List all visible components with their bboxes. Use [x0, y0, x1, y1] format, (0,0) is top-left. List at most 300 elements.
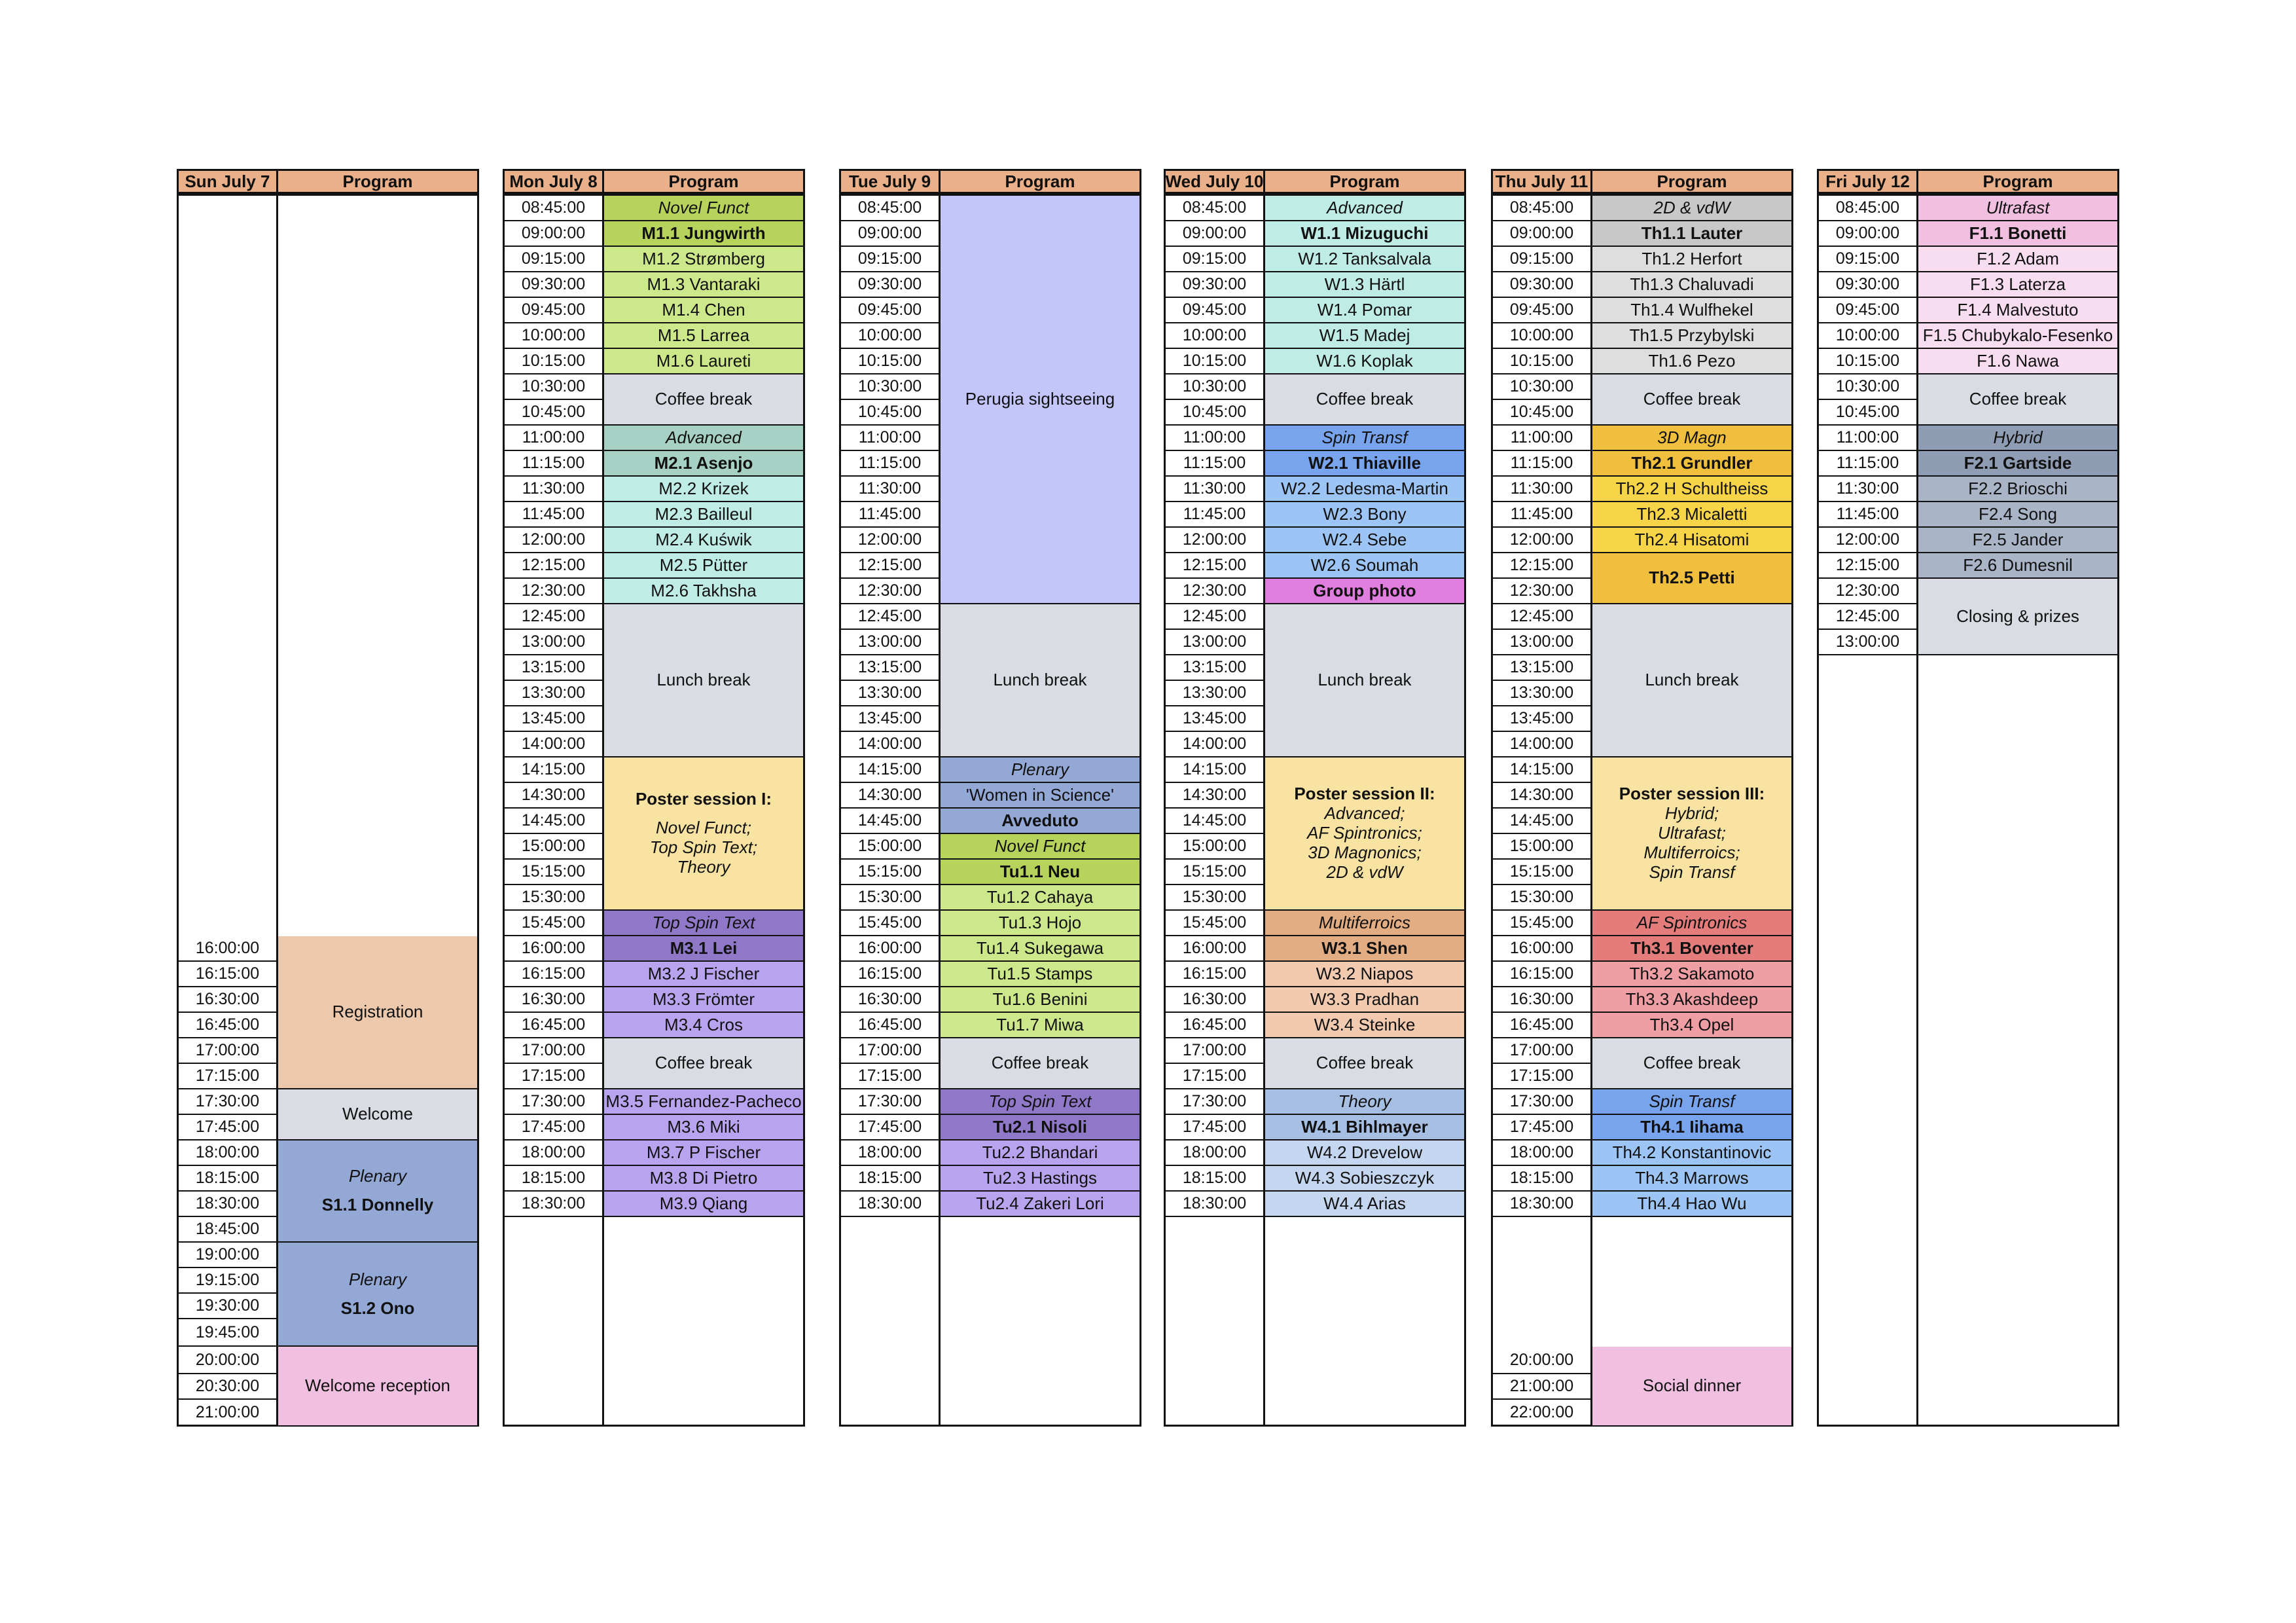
program-text: W3.3 Pradhan	[1310, 989, 1420, 1009]
time-cell: 18:30:00	[505, 1192, 602, 1217]
program-block	[604, 221, 803, 247]
program-block	[941, 1013, 1139, 1038]
time-cell: 13:00:00	[1166, 630, 1263, 655]
program-text: Tu2.4 Zakeri Lori	[976, 1193, 1104, 1213]
time-cell: 11:15:00	[1819, 451, 1916, 477]
program-block	[941, 834, 1139, 860]
time-cell: 11:15:00	[1166, 451, 1263, 477]
program-text: Plenary	[348, 1269, 407, 1289]
time-cell: 11:45:00	[505, 502, 602, 528]
time-cell: 10:45:00	[841, 400, 939, 426]
program-text: Th3.2 Sakamoto	[1629, 963, 1755, 983]
program-block	[278, 936, 477, 1089]
program-block	[1265, 1115, 1464, 1140]
program-block	[1265, 528, 1464, 553]
time-cell: 13:00:00	[1493, 630, 1590, 655]
time-cell: 10:00:00	[1819, 323, 1916, 349]
program-block	[1592, 477, 1791, 502]
time-cell: 18:30:00	[179, 1192, 276, 1217]
program-text: Perugia sightseeing	[965, 389, 1115, 409]
program-block	[1592, 1166, 1791, 1192]
time-cell: 17:15:00	[841, 1064, 939, 1089]
time-cell: 22:00:00	[1493, 1400, 1590, 1427]
program-block	[1265, 298, 1464, 323]
program-text: M2.2 Krizek	[658, 478, 749, 498]
program-block	[604, 298, 803, 323]
program-text: 2D & vdW	[1326, 862, 1403, 882]
program-text: S1.1 Donnelly	[321, 1195, 434, 1214]
program-block	[604, 579, 803, 604]
program-header: Program	[602, 169, 805, 194]
program-text: M3.5 Fernandez-Pacheco	[605, 1091, 802, 1111]
program-block	[1918, 477, 2117, 502]
day-header: Thu July 11	[1491, 169, 1592, 194]
program-text: Tu1.5 Stamps	[987, 963, 1093, 983]
time-cell: 09:00:00	[1819, 221, 1916, 247]
time-cell: 12:00:00	[505, 528, 602, 553]
time-cell: 14:45:00	[505, 809, 602, 834]
program-text: Multiferroics	[1318, 912, 1411, 932]
time-cell: 14:15:00	[1493, 757, 1590, 783]
time-cell: 15:30:00	[1166, 885, 1263, 911]
program-block	[1592, 528, 1791, 553]
time-cell: 13:45:00	[841, 706, 939, 732]
program-block	[941, 809, 1139, 834]
time-cell: 20:00:00	[1493, 1347, 1590, 1374]
time-cell: 12:15:00	[505, 553, 602, 579]
program-text: Th3.3 Akashdeep	[1625, 989, 1759, 1009]
program-text: W2.1 Thiaville	[1308, 452, 1421, 473]
program-text: F2.1 Gartside	[1964, 452, 2072, 473]
time-cell: 18:45:00	[179, 1217, 276, 1243]
program-text: Tu2.1 Nisoli	[993, 1116, 1087, 1137]
program-column	[1918, 194, 2119, 1427]
program-block	[1918, 323, 2117, 349]
time-cell: 11:00:00	[505, 426, 602, 451]
program-text: Tu1.6 Benini	[992, 989, 1088, 1009]
program-text: Top Spin Text	[652, 912, 755, 932]
time-cell: 13:00:00	[1819, 630, 1916, 655]
time-cell: 10:15:00	[841, 349, 939, 374]
program-text: W4.2 Drevelow	[1306, 1142, 1423, 1162]
time-cell: 16:00:00	[505, 936, 602, 962]
time-cell: 16:15:00	[841, 962, 939, 987]
program-block	[1265, 604, 1464, 757]
program-text: Plenary	[348, 1166, 407, 1186]
time-cell: 15:15:00	[505, 860, 602, 885]
program-text: Coffee break	[1643, 1053, 1741, 1073]
program-block	[604, 1166, 803, 1192]
program-text: W3.1 Shen	[1321, 938, 1408, 958]
program-block	[1265, 579, 1464, 604]
program-block	[604, 528, 803, 553]
time-cell: 12:30:00	[505, 579, 602, 604]
time-cell: 15:15:00	[841, 860, 939, 885]
time-cell: 17:30:00	[1493, 1089, 1590, 1115]
time-cell: 14:00:00	[841, 732, 939, 757]
program-block	[1592, 247, 1791, 272]
program-text: F2.2 Brioschi	[1968, 478, 2068, 498]
time-cell: 10:00:00	[505, 323, 602, 349]
program-text: Th1.6 Pezo	[1648, 350, 1736, 371]
program-text: M3.7 P Fischer	[646, 1142, 761, 1162]
time-cell: 13:15:00	[1493, 655, 1590, 681]
program-block	[604, 374, 803, 426]
program-block	[1592, 502, 1791, 528]
program-text: Hybrid	[1993, 427, 2043, 447]
time-cell: 14:45:00	[1493, 809, 1590, 834]
time-cell: 11:00:00	[1819, 426, 1916, 451]
time-column	[1491, 194, 1592, 1427]
program-block	[1592, 553, 1791, 604]
time-cell: 12:00:00	[1819, 528, 1916, 553]
program-text: Theory	[677, 856, 730, 877]
program-text: F1.2 Adam	[1977, 248, 2059, 268]
program-text: M3.2 J Fischer	[647, 963, 760, 983]
program-block	[1592, 962, 1791, 987]
program-block	[1265, 1166, 1464, 1192]
time-cell: 09:30:00	[505, 272, 602, 298]
program-text: Th2.5 Petti	[1649, 568, 1735, 588]
time-cell: 18:00:00	[1166, 1140, 1263, 1166]
program-text: Novel Funct	[994, 835, 1086, 856]
program-block	[604, 936, 803, 962]
time-cell: 10:00:00	[1493, 323, 1590, 349]
program-block	[1918, 247, 2117, 272]
program-block	[1592, 1089, 1791, 1115]
time-cell: 10:45:00	[1819, 400, 1916, 426]
program-block	[941, 604, 1139, 757]
time-cell: 13:00:00	[505, 630, 602, 655]
time-cell: 12:15:00	[1493, 553, 1590, 579]
time-cell: 18:15:00	[1493, 1166, 1590, 1192]
program-header: Program	[939, 169, 1141, 194]
time-cell: 17:15:00	[1493, 1064, 1590, 1089]
program-text: Th2.3 Micaletti	[1636, 503, 1748, 524]
program-text: Th1.1 Lauter	[1641, 223, 1743, 243]
program-block	[604, 1192, 803, 1217]
program-text: Novel Funct;	[656, 818, 751, 838]
time-cell: 21:00:00	[179, 1400, 276, 1427]
time-cell: 08:45:00	[1493, 196, 1590, 221]
program-block	[1918, 426, 2117, 451]
program-text: Lunch break	[1318, 670, 1412, 690]
program-block	[1592, 911, 1791, 936]
program-text: Lunch break	[1645, 670, 1739, 690]
program-text: M1.6 Laureti	[656, 350, 751, 371]
time-cell: 09:45:00	[1166, 298, 1263, 323]
program-text: Advanced	[666, 427, 742, 447]
program-block	[1592, 1013, 1791, 1038]
time-cell: 12:15:00	[1819, 553, 1916, 579]
program-block	[1592, 936, 1791, 962]
program-block	[1265, 1013, 1464, 1038]
program-text: M3.9 Qiang	[659, 1193, 748, 1213]
program-block	[1592, 987, 1791, 1013]
program-block	[1265, 757, 1464, 911]
time-cell: 16:00:00	[1166, 936, 1263, 962]
program-block	[604, 1013, 803, 1038]
program-block	[1918, 374, 2117, 426]
time-cell: 15:45:00	[841, 911, 939, 936]
time-cell: 16:15:00	[1166, 962, 1263, 987]
program-block	[604, 553, 803, 579]
program-text: Advanced;	[1324, 803, 1405, 824]
time-cell: 09:00:00	[505, 221, 602, 247]
time-cell: 15:00:00	[1166, 834, 1263, 860]
program-block	[1265, 1140, 1464, 1166]
program-block	[1265, 962, 1464, 987]
program-block	[1918, 349, 2117, 374]
time-cell: 14:00:00	[1166, 732, 1263, 757]
program-text: Avveduto	[1001, 810, 1079, 830]
program-header: Program	[1916, 169, 2119, 194]
time-cell: 18:15:00	[1166, 1166, 1263, 1192]
time-cell: 17:45:00	[1166, 1115, 1263, 1140]
time-cell: 10:45:00	[505, 400, 602, 426]
program-block	[1265, 272, 1464, 298]
time-cell: 15:15:00	[1166, 860, 1263, 885]
program-text: F1.4 Malvestuto	[1957, 299, 2079, 319]
program-text: M3.4 Cros	[664, 1014, 743, 1034]
time-cell: 16:45:00	[1493, 1013, 1590, 1038]
time-cell: 10:30:00	[1166, 374, 1263, 400]
program-block	[1265, 1089, 1464, 1115]
program-text: Th1.3 Chaluvadi	[1630, 274, 1754, 294]
time-cell: 08:45:00	[1819, 196, 1916, 221]
time-cell: 09:15:00	[1819, 247, 1916, 272]
program-block	[278, 1243, 477, 1347]
time-cell: 11:45:00	[1166, 502, 1263, 528]
program-text: Poster session II:	[1294, 784, 1435, 804]
time-cell: 16:45:00	[1166, 1013, 1263, 1038]
time-cell: 10:45:00	[1493, 400, 1590, 426]
time-cell: 09:45:00	[1819, 298, 1916, 323]
time-cell: 12:30:00	[841, 579, 939, 604]
program-block	[1592, 1347, 1791, 1427]
program-block	[604, 196, 803, 221]
program-block	[941, 962, 1139, 987]
program-block	[1918, 528, 2117, 553]
time-cell: 16:00:00	[841, 936, 939, 962]
program-block	[604, 247, 803, 272]
program-text: M3.8 Di Pietro	[649, 1167, 758, 1188]
time-cell: 09:45:00	[1493, 298, 1590, 323]
program-block	[1592, 604, 1791, 757]
program-text: Welcome	[342, 1104, 413, 1124]
program-block	[1592, 1140, 1791, 1166]
time-cell: 09:45:00	[505, 298, 602, 323]
program-text: W1.4 Pomar	[1317, 299, 1412, 319]
program-text: M2.5 Pütter	[659, 555, 748, 575]
program-text: Coffee break	[1643, 389, 1741, 409]
time-cell: 20:00:00	[179, 1347, 276, 1374]
program-block	[941, 1166, 1139, 1192]
program-text: 3D Magnonics;	[1308, 842, 1422, 862]
time-cell: 14:30:00	[505, 783, 602, 809]
time-cell: 17:30:00	[179, 1089, 276, 1115]
time-cell: 10:30:00	[1493, 374, 1590, 400]
time-cell: 21:00:00	[1493, 1374, 1590, 1400]
program-block	[941, 987, 1139, 1013]
time-cell: 16:15:00	[1493, 962, 1590, 987]
time-cell: 17:30:00	[505, 1089, 602, 1115]
program-text: Tu1.3 Hojo	[998, 912, 1082, 932]
program-text: 'Women in Science'	[965, 784, 1115, 805]
time-cell: 17:00:00	[1166, 1038, 1263, 1064]
program-text: W2.2 Ledesma-Martin	[1281, 478, 1448, 498]
program-block	[1592, 426, 1791, 451]
program-text: Th4.2 Konstantinovic	[1612, 1142, 1772, 1162]
program-text: Ultrafast	[1986, 197, 2050, 217]
program-text: Th1.2 Herfort	[1641, 248, 1742, 268]
program-block	[941, 783, 1139, 809]
program-block	[604, 1089, 803, 1115]
time-cell: 11:45:00	[1493, 502, 1590, 528]
program-text: W1.6 Koplak	[1316, 350, 1413, 371]
time-cell: 15:00:00	[505, 834, 602, 860]
program-text: W1.1 Mizuguchi	[1300, 223, 1429, 243]
time-cell: 11:00:00	[1493, 426, 1590, 451]
program-block	[604, 477, 803, 502]
program-text: Poster session III:	[1619, 784, 1765, 804]
program-text: F1.5 Chubykalo-Fesenko	[1922, 325, 2113, 345]
time-cell: 13:00:00	[841, 630, 939, 655]
program-block	[1592, 1192, 1791, 1217]
program-text: Th1.5 Przybylski	[1629, 325, 1755, 345]
time-cell: 10:15:00	[505, 349, 602, 374]
time-cell: 11:15:00	[841, 451, 939, 477]
program-text: 3D Magn	[1657, 427, 1727, 447]
program-text: Tu1.1 Neu	[999, 861, 1081, 881]
time-cell: 14:30:00	[1166, 783, 1263, 809]
program-block	[941, 911, 1139, 936]
time-cell: 09:00:00	[841, 221, 939, 247]
program-block	[604, 911, 803, 936]
time-cell: 10:00:00	[841, 323, 939, 349]
time-cell: 13:15:00	[841, 655, 939, 681]
time-cell: 12:45:00	[1166, 604, 1263, 630]
program-block	[1265, 553, 1464, 579]
program-text: F1.6 Nawa	[1977, 350, 2059, 371]
time-cell: 09:30:00	[1493, 272, 1590, 298]
program-block	[1918, 298, 2117, 323]
program-text: Th2.2 H Schultheiss	[1615, 478, 1768, 498]
program-block	[941, 1089, 1139, 1115]
time-cell: 18:15:00	[179, 1166, 276, 1192]
time-cell: 20:30:00	[179, 1374, 276, 1400]
time-cell: 10:15:00	[1166, 349, 1263, 374]
program-text: Hybrid;	[1664, 803, 1719, 824]
program-text: Th1.4 Wulfhekel	[1630, 299, 1753, 319]
program-block	[604, 962, 803, 987]
time-cell: 18:00:00	[505, 1140, 602, 1166]
time-column	[839, 194, 941, 1427]
time-cell: 14:45:00	[1166, 809, 1263, 834]
time-cell: 18:00:00	[179, 1140, 276, 1166]
program-block	[1592, 349, 1791, 374]
time-cell: 17:30:00	[1166, 1089, 1263, 1115]
program-column	[1592, 194, 1793, 1427]
program-text: Top Spin Text;	[649, 837, 758, 857]
time-cell: 08:45:00	[505, 196, 602, 221]
program-text: Spin Transf	[1649, 1091, 1735, 1111]
time-cell: 17:45:00	[1493, 1115, 1590, 1140]
program-block	[1918, 196, 2117, 221]
program-column	[278, 194, 479, 1427]
program-text: Ultrafast;	[1657, 823, 1727, 843]
program-block	[1918, 221, 2117, 247]
time-cell: 13:30:00	[841, 681, 939, 706]
time-cell: 12:15:00	[1166, 553, 1263, 579]
program-text: Multiferroics;	[1643, 842, 1740, 862]
time-cell: 14:15:00	[1166, 757, 1263, 783]
program-block	[1592, 298, 1791, 323]
program-block	[604, 757, 803, 911]
program-block	[604, 426, 803, 451]
program-block	[1265, 1192, 1464, 1217]
time-cell: 18:30:00	[841, 1192, 939, 1217]
program-block	[1918, 451, 2117, 477]
program-block	[1918, 553, 2117, 579]
program-block	[941, 885, 1139, 911]
program-text: 2D & vdW	[1653, 197, 1731, 217]
time-column	[1817, 194, 1918, 1427]
program-text: M1.2 Strømberg	[642, 248, 765, 268]
program-text: Lunch break	[993, 670, 1087, 690]
time-column	[1164, 194, 1265, 1427]
time-cell: 16:00:00	[1493, 936, 1590, 962]
program-block	[1265, 936, 1464, 962]
time-cell: 11:00:00	[1166, 426, 1263, 451]
time-cell: 15:15:00	[1493, 860, 1590, 885]
program-text: F2.6 Dumesnil	[1963, 555, 2073, 575]
time-cell: 09:15:00	[841, 247, 939, 272]
program-text: Tu2.3 Hastings	[983, 1167, 1097, 1188]
program-header: Program	[1263, 169, 1466, 194]
program-block	[1918, 579, 2117, 655]
time-cell: 11:15:00	[1493, 451, 1590, 477]
time-cell: 09:15:00	[1493, 247, 1590, 272]
time-cell: 10:30:00	[1819, 374, 1916, 400]
time-cell: 16:45:00	[841, 1013, 939, 1038]
time-cell: 08:45:00	[841, 196, 939, 221]
program-text: AF Spintronics;	[1307, 823, 1422, 843]
program-block	[604, 272, 803, 298]
program-header: Program	[1590, 169, 1793, 194]
program-text: Plenary	[1011, 759, 1069, 779]
time-cell: 12:00:00	[1166, 528, 1263, 553]
program-text: S1.2 Ono	[340, 1298, 415, 1318]
program-header: Program	[276, 169, 479, 194]
time-cell: 13:45:00	[505, 706, 602, 732]
program-text: W2.6 Soumah	[1310, 555, 1419, 575]
time-cell: 18:00:00	[841, 1140, 939, 1166]
time-cell: 19:15:00	[179, 1268, 276, 1294]
program-block	[278, 1347, 477, 1427]
time-cell: 09:15:00	[505, 247, 602, 272]
program-block	[1265, 1038, 1464, 1089]
time-cell: 09:30:00	[1166, 272, 1263, 298]
time-cell: 10:30:00	[505, 374, 602, 400]
program-block	[604, 1140, 803, 1166]
program-block	[1265, 349, 1464, 374]
time-cell: 12:30:00	[1166, 579, 1263, 604]
time-cell: 09:00:00	[1166, 221, 1263, 247]
program-block	[941, 1038, 1139, 1089]
program-text: Top Spin Text	[988, 1091, 1092, 1111]
program-text: Th2.4 Hisatomi	[1634, 529, 1749, 549]
